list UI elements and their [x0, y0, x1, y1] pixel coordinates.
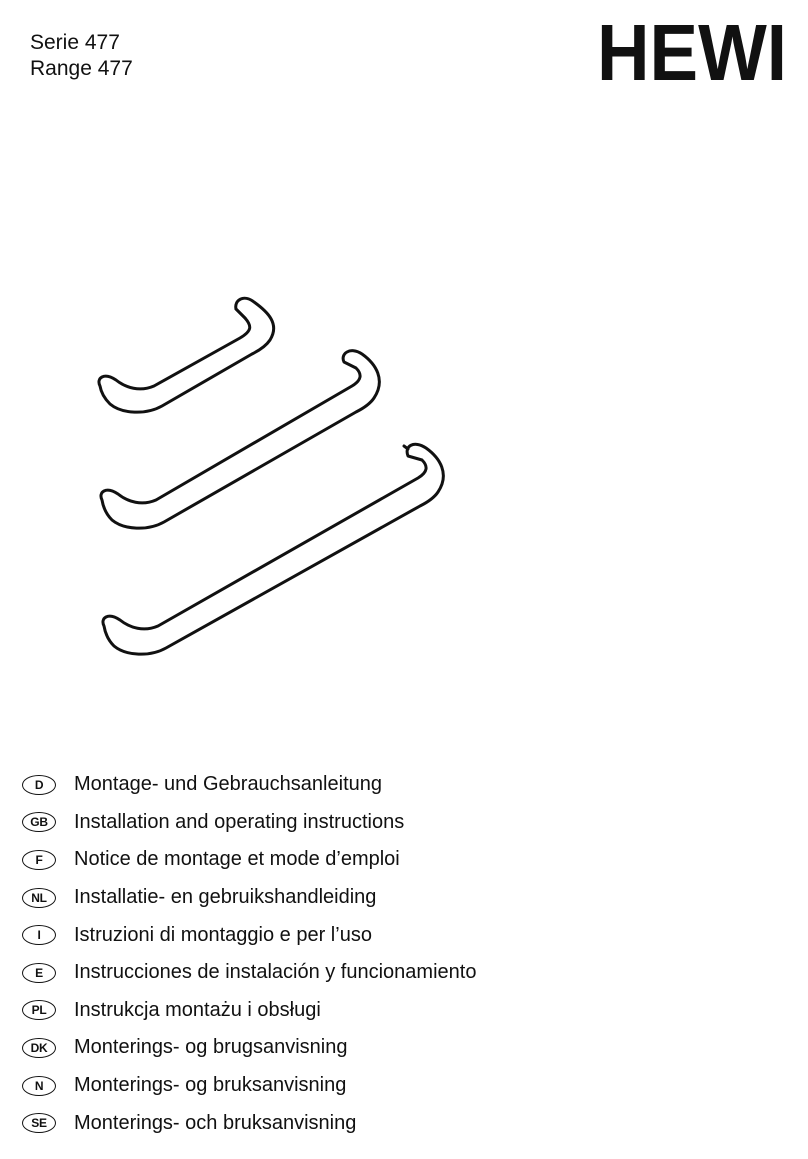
language-code-badge: SE	[22, 1113, 56, 1133]
language-item-se	[22, 1104, 782, 1142]
language-item-n	[22, 1067, 782, 1105]
grab-rail-medium	[101, 351, 379, 528]
language-title: Montage- und Gebrauchsanleitung	[74, 773, 382, 796]
language-code-badge: D	[22, 775, 56, 795]
language-code-badge: I	[22, 925, 56, 945]
language-title: Instrukcja montażu i obsługi	[74, 998, 321, 1021]
language-title: Istruzioni di montaggio e per l’uso	[74, 923, 372, 946]
hewi-logo	[596, 20, 788, 86]
language-item-e	[22, 954, 782, 992]
grab-rail-long	[103, 444, 443, 654]
language-item-gb	[22, 804, 782, 842]
language-title: Instrucciones de instalación y funcionamiento	[74, 961, 477, 984]
language-title: Installation and operating instructions	[74, 810, 405, 833]
language-code-badge: E	[22, 963, 56, 983]
language-title: Monterings- og brugsanvisning	[74, 1036, 348, 1059]
grab-rails-illustration	[90, 290, 460, 670]
language-item-f	[22, 841, 782, 879]
language-list	[22, 766, 782, 1142]
language-code-badge: N	[22, 1076, 56, 1096]
language-code-badge: GB	[22, 812, 56, 832]
grab-rail-short-end	[236, 309, 245, 318]
language-item-pl	[22, 992, 782, 1030]
grab-rail-short	[99, 298, 274, 412]
series-title	[30, 30, 133, 82]
language-code-badge: DK	[22, 1038, 56, 1058]
series-en: Range 477	[30, 57, 133, 80]
language-code-badge: PL	[22, 1000, 56, 1020]
series-de: Serie 477	[30, 31, 120, 54]
language-title: Installatie- en gebruikshandleiding	[74, 886, 377, 909]
language-item-d	[22, 766, 782, 804]
language-code-badge: NL	[22, 888, 56, 908]
language-title: Notice de montage et mode d’emploi	[74, 848, 400, 871]
language-title: Monterings- og bruksanvisning	[74, 1074, 347, 1097]
language-code-badge: F	[22, 850, 56, 870]
language-item-nl	[22, 879, 782, 917]
language-item-dk	[22, 1029, 782, 1067]
language-item-i	[22, 916, 782, 954]
language-title: Monterings- och bruksanvisning	[74, 1111, 357, 1134]
logo-text: HEWI	[597, 20, 787, 86]
